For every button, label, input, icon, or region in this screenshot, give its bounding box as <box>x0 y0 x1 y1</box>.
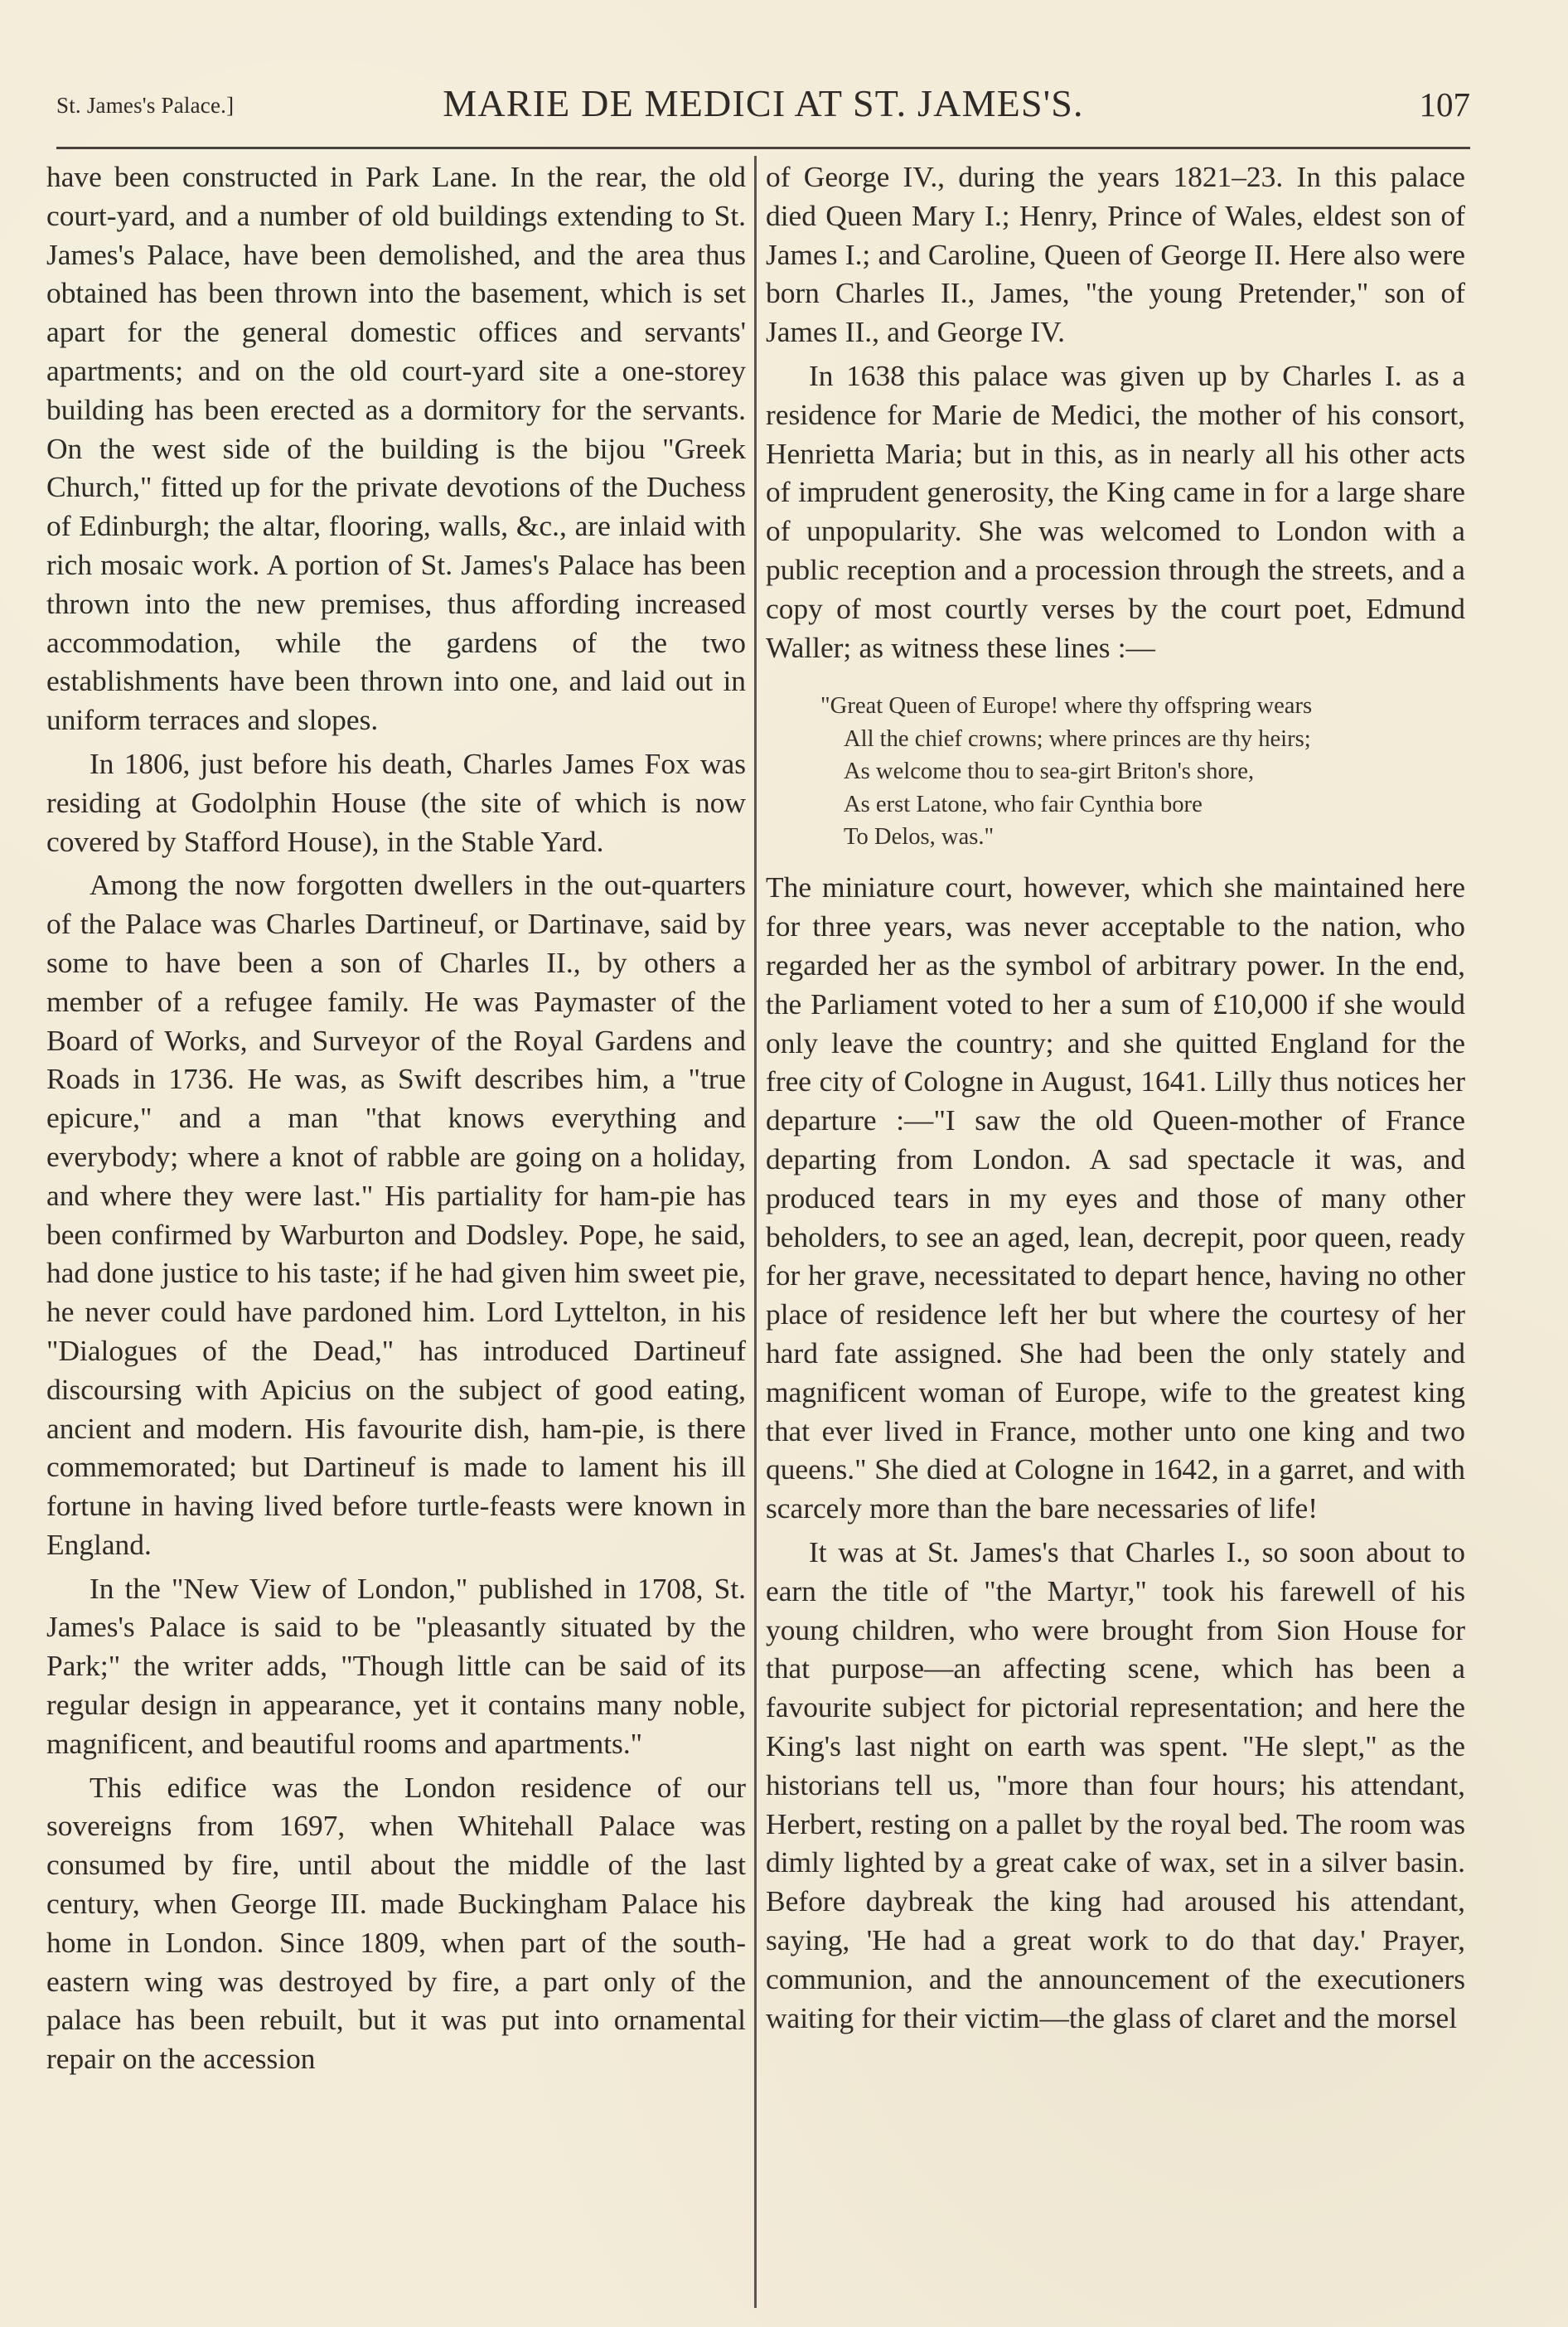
left-paragraph-4: In the "New View of London," published in 1708, St. James's Palace is said to be "pleasantly situated by the Park;" the writer adds, "Though little can be said of its regular design in appearance, yet it contains many noble, magnificent, and beautiful rooms and apartments." <box>46 1571 746 1760</box>
poem-quote <box>820 690 1465 853</box>
left-paragraph-5: This edifice was the London residence of our sovereigns from 1697, when Whitehall Palace was consumed by fire, until about the middle of the last century, when George III. made Buckingham Palace his home in London. Since 1809, when part of the south-eastern wing was destroyed by fire, a part only of the palace has been rebuilt, but it was put into ornamental repair on the accession <box>46 1770 746 2076</box>
left-column <box>46 158 746 2280</box>
page-title: MARIE DE MEDICI AT ST. JAMES'S. <box>443 82 1084 124</box>
poem-line-5: To Delos, was." <box>844 823 995 850</box>
page-header <box>56 80 1470 149</box>
left-paragraph-2: In 1806, just before his death, Charles James Fox was residing at Godolphin House (the site of which is now covered by Stafford House), in the Stable Yard. <box>46 746 746 858</box>
poem-line-4: As erst Latone, who fair Cynthia bore <box>844 791 1203 817</box>
left-paragraph-3: Among the now forgotten dwellers in the out-quarters of the Palace was Charles Dartineuf, or Dartinave, said by some to have been a son of Charles II., by others a member of a refugee family. He was Paymaster of the Board of Works, and Surveyor of the Royal Gardens and Roads in 1736. He was, as Swift describes him, a "true epicure," and a man "that knows everything and everybody; where a knot of rabble are going on a holiday, and where they were last." His partiality for ham-pie has been confirmed by Warburton and Dodsley. Pope, he said, had done justice to his taste; if he had given him sweet pie, he never could have pardoned him. Lord Lyttelton, in his "Dialogues of the Dead," has introduced Dartineuf discoursing with Apicius on the subject of good eating, ancient and modern. His favourite dish, ham-pie, is there commemorated; but Dartineuf is made to lament his ill fortune in having lived before turtle-feasts were known in England. <box>46 868 746 1561</box>
right-paragraph-1: of George IV., during the years 1821–23. In this palace died Queen Mary I.; Henry, Prince of Wales, eldest son of James I.; and Caroline, Queen of George II. Here also were born Charles II., James, "the young Pretender," son of James II., and George IV. <box>766 160 1465 349</box>
column-divider <box>754 156 757 2308</box>
right-paragraph-3: The miniature court, however, which she maintained here for three years, was never acceptable to the nation, who regarded her as the symbol of arbitrary power. In the end, the Parliament voted to her a sum of £10,000 if she would only leave the country; and she quitted England for the free city of Cologne in August, 1641. Lilly thus notices her departure :—"I saw the old Queen-mother of France departing from London. A sad spectacle it was, and produced tears in my eyes and those of many other beholders, to see an aged, lean, decrepit, poor queen, ready for her grave, necessitated to depart hence, having no other place of residence left her but where the courtesy of her hard fate assigned. She had been the only stately and magnificent woman of Europe, wife to the greatest king that ever lived in France, mother unto one king and two queens." She died at Cologne in 1642, in a garret, and with scarcely more than the bare necessaries of life! <box>766 870 1465 1525</box>
right-paragraph-2: In 1638 this palace was given up by Charles I. as a residence for Marie de Medici, the mother of his consort, Henrietta Maria; but in this, as in nearly all his other acts of imprudent generosity, the King came in for a large share of unpopularity. She was welcomed to London with a public reception and a procession through the streets, and a copy of most courtly verses by the court poet, Edmund Waller; as witness these lines :— <box>766 358 1465 664</box>
right-paragraph-4: It was at St. James's that Charles I., so soon about to earn the title of "the Martyr," took his farewell of his young children, who were brought from Sion House for that purpose—an affecting scene, which has been a favourite subject for pictorial representation; and here the King's last night on earth was spent. "He slept," as the historians tell us, "more than four hours; his attendant, Herbert, resting on a pallet by the royal bed. The room was dimly lighted by a great cake of wax, set in a silver basin. Before daybreak the king had aroused his attendant, saying, 'He had a great work to do that day.' Prayer, communion, and the announcement of the executioners waiting for their victim—the glass of claret and the morsel <box>766 1534 1465 2034</box>
page-number: 107 <box>1419 85 1470 124</box>
poem-line-3: As welcome thou to sea-girt Briton's shore, <box>844 759 1255 785</box>
poem-line-1: "Great Queen of Europe! where thy offspring wears <box>820 693 1313 720</box>
poem-line-2: All the chief crowns; where princes are thy heirs; <box>844 725 1311 752</box>
left-paragraph-1: have been constructed in Park Lane. In the rear, the old court-yard, and a number of old buildings extending to St. James's Palace, have been demolished, and the area thus obtained has been thrown into the basement, which is set apart for the general domestic offices and servants' apartments; and on the old court-yard site a one-storey building has been erected as a dormitory for the servants. On the west side of the building is the bijou "Greek Church," fitted up for the private devotions of the Duchess of Edinburgh; the altar, flooring, walls, &c., are inlaid with rich mosaic work. A portion of St. James's Palace has been thrown into the new premises, thus affording increased accommodation, while the gardens of the two establishments have been thrown into one, and laid out in uniform terraces and slopes. <box>46 160 746 737</box>
running-head: St. James's Palace.] <box>56 93 235 118</box>
right-column <box>766 158 1465 2280</box>
